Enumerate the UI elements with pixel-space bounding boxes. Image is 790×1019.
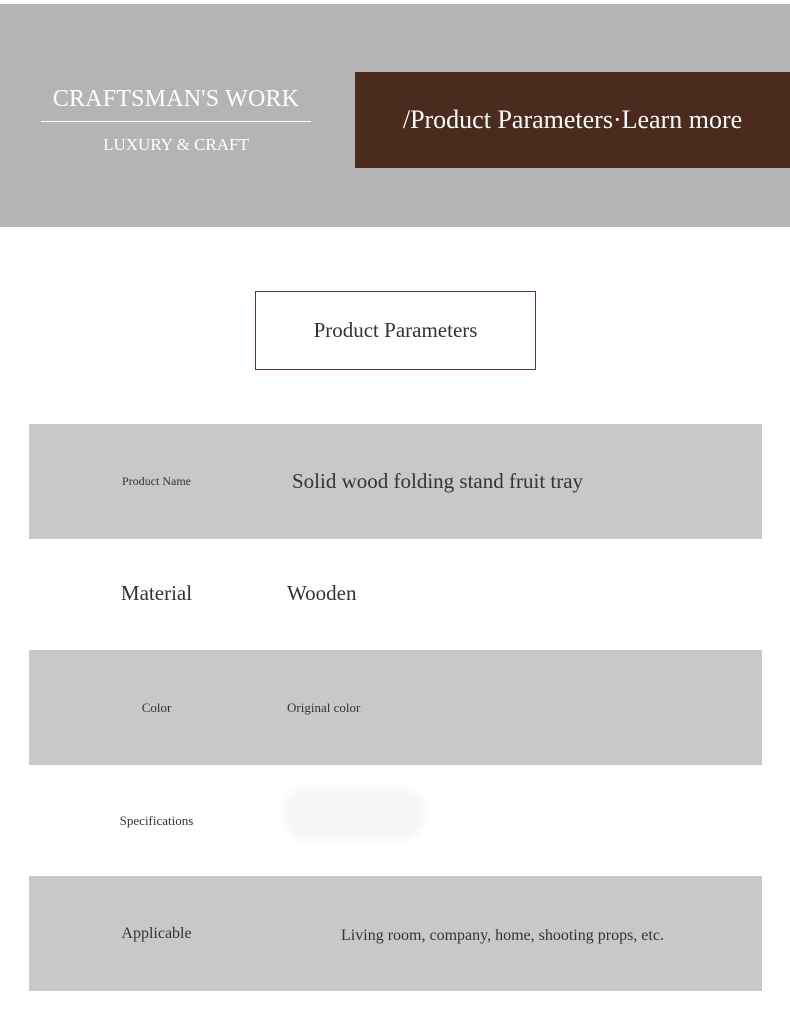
section-heading-box [255,291,536,370]
param-label: Product Name [122,474,191,488]
param-row-product-name [29,424,762,539]
header-banner [0,4,790,227]
param-row-color [29,650,762,765]
learn-more-label: /Product Parameters·Learn more [402,105,743,134]
section-heading: Product Parameters [313,318,478,342]
param-row-material [29,536,762,651]
param-value: Solid wood folding stand fruit tray [292,469,584,493]
param-value: Living room, company, home, shooting props, etc. [341,927,664,944]
brand-subtitle: LUXURY & CRAFT [103,135,249,154]
param-value: Original color [287,699,361,715]
learn-more-button[interactable] [355,72,790,168]
param-label: Applicable [121,924,192,942]
param-row-applicable [29,876,762,991]
param-value: Wooden [287,581,357,605]
brand-title: CRAFTSMAN'S WORK [52,86,300,112]
specifications-value-obscured [287,792,421,836]
brand-divider [41,121,311,122]
param-label: Specifications [119,812,194,828]
param-label: Color [141,699,172,715]
param-label: Material [120,581,193,605]
param-row-specifications [29,763,762,878]
